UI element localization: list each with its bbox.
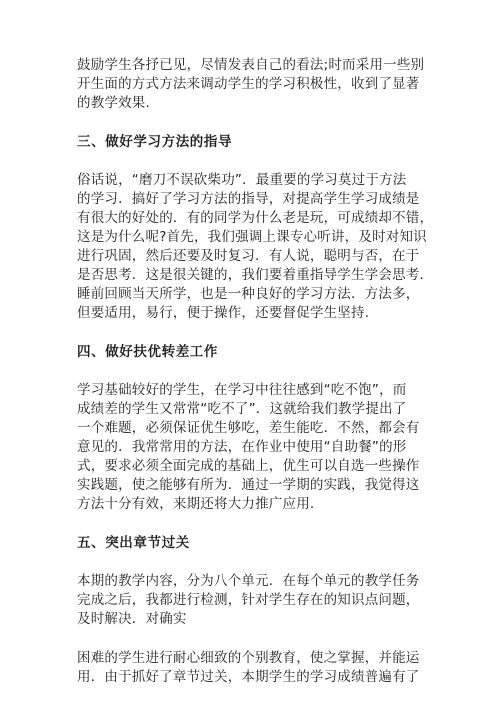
- section-5-paragraph-1: [77, 572, 429, 629]
- text-line: 开生面的方式方法来调动学生的学习积极性，收到了显著: [77, 76, 420, 92]
- text-line: 鼓励学生各抒已见，尽情发表自己的看法;时而采用一些别: [77, 57, 425, 73]
- text-line: 但要适用，易行，便于操作，还要督促学生坚持.: [77, 305, 370, 321]
- text-line: 的教学效果.: [77, 95, 150, 111]
- text-line: 学习基础较好的学生，在学习中往往感到“吃不饱”，而: [77, 382, 407, 398]
- text-line: 睡前回顾当天所学，也是一种良好的学习方法．方法多，: [77, 286, 420, 302]
- text-line: 完成之后，我都进行检测，针对学生存在的知识点问题，: [77, 592, 420, 608]
- text-line: 式，要求必须全面完成的基础上，优生可以自选一些操作: [77, 458, 420, 474]
- intro-paragraph: [77, 56, 429, 113]
- text-line: 有很大的好处的．有的同学为什么老是玩，可成绩却不错，: [77, 210, 434, 226]
- section-heading-4: 四、做好扶优转差工作: [77, 344, 218, 360]
- text-line: 的学习．搞好了学习方法的指导，对提高学生学习成绩是: [77, 191, 420, 207]
- section-heading-5: 五、突出章节过关: [77, 535, 190, 551]
- text-line: 本期的教学内容，分为八个单元．在每个单元的教学任务: [77, 573, 420, 589]
- text-line: 及时解决．对确实: [77, 611, 187, 627]
- text-line: 成绩差的学生又常常“吃不了”．这就给我们教学提出了: [77, 401, 407, 417]
- text-line: 这是为什么呢?首先，我们强调上课专心听讲，及时对知识: [77, 229, 427, 245]
- text-line: 一个难题，必须保证优生够吃，差生能吃．不然，都会有: [77, 420, 420, 436]
- document-page: [77, 56, 434, 687]
- text-line: 意见的．我常常用的方法，在作业中使用“自助餐”的形: [77, 439, 407, 455]
- text-line: 俗话说，“磨刀不误砍柴功”．最重要的学习莫过于方法: [77, 172, 407, 188]
- section-5-paragraph-2: [77, 649, 429, 687]
- text-line: 用．由于抓好了章节过关，本期学生的学习成绩普遍有了: [77, 669, 420, 685]
- text-line: 方法十分有效，来期还将大力推广应用.: [77, 496, 315, 512]
- text-line: 实践题，使之能够有所为．通过一学期的实践，我觉得这: [77, 477, 420, 493]
- text-line: 进行巩固，然后还要及时复习．有人说，聪明与否，在于: [77, 248, 420, 264]
- text-line: 是否思考．这是很关键的，我们要着重指导学生学会思考．: [77, 267, 434, 283]
- section-3-paragraph: [77, 171, 434, 323]
- section-4-paragraph: [77, 381, 429, 514]
- text-line: 困难的学生进行耐心细致的个别教育，使之掌握，并能运: [77, 650, 420, 666]
- section-heading-3: 三、做好学习方法的指导: [77, 134, 233, 150]
